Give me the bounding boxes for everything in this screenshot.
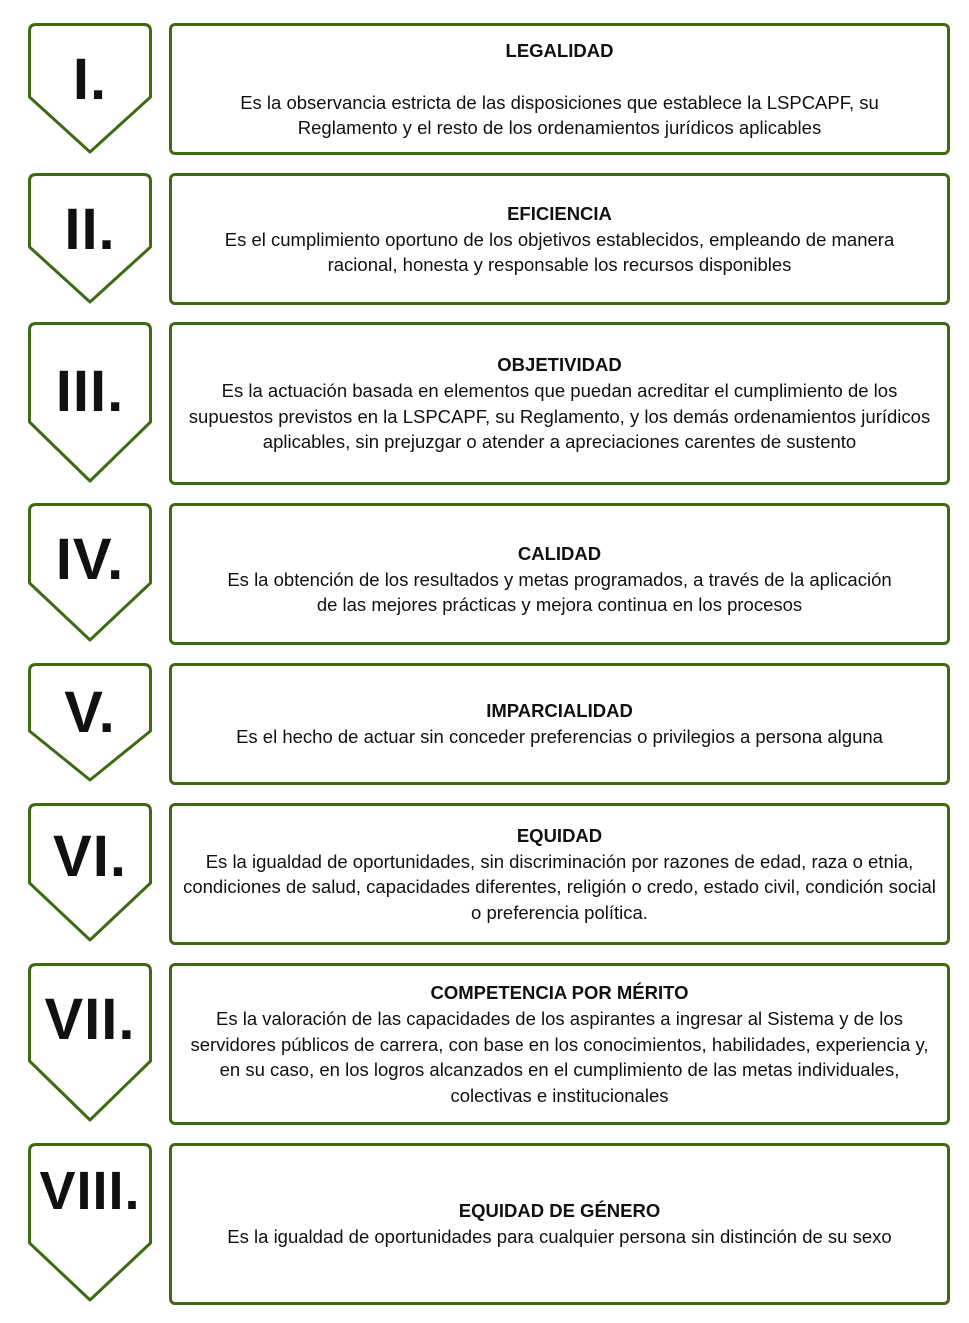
principle-title: EQUIDAD (516, 824, 603, 846)
numeral-label: IV. (55, 527, 125, 592)
numeral-label: VI. (53, 824, 127, 889)
numeral-badge (28, 963, 152, 1123)
principle-title: EQUIDAD DE GÉNERO (458, 1200, 661, 1222)
numeral-label: VIII. (39, 1161, 141, 1221)
numeral-label: III. (55, 359, 125, 424)
principle-description: Es la igualdad de oportunidades, sin discriminación por razones de edad, raza o etnia, condiciones de salud, capacidades diferentes, religión o credo, estado civil, condición social o preferencia política. (183, 850, 936, 923)
principle-card (169, 803, 950, 945)
principle-description: Es el hecho de actuar sin conceder preferencias o privilegios a persona alguna (236, 726, 883, 748)
principle-card (169, 963, 950, 1125)
numeral-label: VII. (44, 987, 136, 1052)
numeral-label: II. (64, 197, 116, 262)
numeral-badge (28, 322, 152, 484)
principle-title: CALIDAD (517, 542, 602, 564)
principle-title: EFICIENCIA (507, 202, 612, 224)
principle-description: Es la valoración de las capacidades de los aspirantes a ingresar al Sistema y de los servidores públicos de carrera, con base en los conocimientos, habilidades, experiencia y, en su caso, en los logros alcanzados en el cumplimiento de las metas individuales, colectivas e institucionales (190, 1008, 929, 1106)
principle-description: Es la igualdad de oportunidades para cualquier persona sin distinción de su sexo (227, 1226, 892, 1248)
principle-title: IMPARCIALIDAD (486, 700, 633, 722)
principle-card (169, 173, 950, 305)
principle-description: Es la obtención de los resultados y metas programados, a través de la aplicación de las mejores prácticas y mejora continua en los procesos (227, 568, 892, 615)
principle-card (169, 503, 950, 645)
principle-title: LEGALIDAD (505, 39, 614, 61)
numeral-badge (28, 1143, 152, 1303)
principle-description: Es la observancia estricta de las disposiciones que establece la LSPCAPF, su Reglamento y el resto de los ordenamientos jurídicos aplicables (240, 91, 879, 138)
principle-card (169, 23, 950, 155)
numeral-badge (28, 663, 152, 783)
principle-description: Es el cumplimiento oportuno de los objetivos establecidos, empleando de manera racional, honesta y responsable los recursos disponibles (224, 228, 895, 275)
principle-title: COMPETENCIA POR MÉRITO (430, 982, 689, 1003)
numeral-label: V. (64, 680, 116, 745)
principle-description: Es la actuación basada en elementos que puedan acreditar el cumplimiento de los supuestos previstos en la LSPCAPF, su Reglamento, y los demás ordenamientos jurídicos aplicables, sin prejuzgar o atender a apreciaciones carentes de sustento (188, 380, 931, 453)
numeral-badge (28, 23, 152, 155)
principle-card (169, 1143, 950, 1305)
numeral-label: I. (72, 47, 108, 112)
principle-card (169, 663, 950, 785)
principle-title: OBJETIVIDAD (497, 354, 622, 376)
numeral-badge (28, 503, 152, 643)
principle-card (169, 322, 950, 485)
numeral-badge (28, 173, 152, 305)
numeral-badge (28, 803, 152, 943)
